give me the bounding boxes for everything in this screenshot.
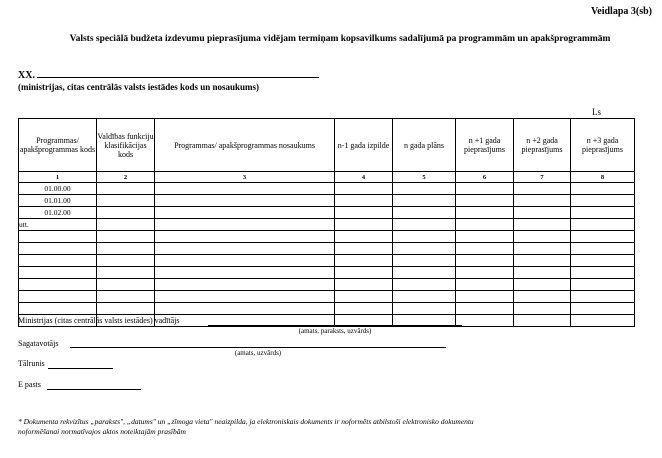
table-cell[interactable] (571, 267, 635, 279)
table-cell[interactable] (97, 243, 155, 255)
table-cell[interactable] (456, 207, 514, 219)
table-cell[interactable] (514, 219, 571, 231)
table-cell[interactable] (393, 231, 456, 243)
table-row (19, 279, 635, 291)
table-row (19, 183, 635, 195)
table-cell[interactable] (97, 183, 155, 195)
table-cell[interactable] (97, 291, 155, 303)
col-number: 2 (97, 172, 155, 183)
table-cell[interactable] (456, 231, 514, 243)
table-cell[interactable] (456, 303, 514, 315)
col-number: 7 (514, 172, 571, 183)
table-cell[interactable] (97, 303, 155, 315)
table-cell[interactable] (393, 255, 456, 267)
table-row (19, 195, 635, 207)
table-cell[interactable] (97, 267, 155, 279)
program-code-cell[interactable]: utt. (19, 219, 97, 231)
col-number: 6 (456, 172, 514, 183)
table-cell[interactable] (456, 183, 514, 195)
table-cell[interactable] (335, 243, 393, 255)
table-cell[interactable] (155, 303, 335, 315)
table-cell[interactable] (335, 255, 393, 267)
table-cell[interactable] (571, 183, 635, 195)
table-cell[interactable] (393, 267, 456, 279)
footnote (18, 417, 638, 437)
ministry-code-prefix: XX. (18, 70, 35, 81)
table-header-row (19, 119, 635, 172)
table-cell[interactable] (571, 231, 635, 243)
table-cell[interactable] (155, 279, 335, 291)
col-number: 5 (393, 172, 456, 183)
table-cell[interactable] (155, 243, 335, 255)
preparer-line[interactable] (70, 347, 446, 348)
col-header-4: n-1 gada izpilde (335, 119, 393, 172)
program-code-cell[interactable] (19, 231, 97, 243)
table-cell[interactable] (155, 195, 335, 207)
col-header-6: n +1 gada pieprasījums (456, 119, 514, 172)
table-row (19, 303, 635, 315)
table-cell[interactable] (514, 207, 571, 219)
table-row (19, 219, 635, 231)
table-cell[interactable] (514, 279, 571, 291)
program-code-cell[interactable]: 01.00.00 (19, 183, 97, 195)
table-cell[interactable] (155, 183, 335, 195)
col-number: 4 (335, 172, 393, 183)
preparer-sub: (amats, uzvārds) (234, 349, 282, 357)
table-cell[interactable] (155, 291, 335, 303)
table-cell[interactable] (393, 195, 456, 207)
column-number-row (19, 172, 635, 183)
phone-label: Tālrunis (18, 359, 45, 368)
table-cell[interactable] (97, 195, 155, 207)
table-cell[interactable] (393, 291, 456, 303)
table-cell[interactable] (456, 255, 514, 267)
head-signature-line[interactable] (208, 325, 462, 326)
table-cell[interactable] (571, 291, 635, 303)
table-cell[interactable] (514, 267, 571, 279)
program-code-cell[interactable] (19, 255, 97, 267)
table-cell[interactable] (456, 315, 514, 327)
table-cell[interactable] (393, 243, 456, 255)
table-cell[interactable] (335, 291, 393, 303)
col-number: 3 (155, 172, 335, 183)
table-cell[interactable] (97, 219, 155, 231)
table-cell[interactable] (514, 195, 571, 207)
table-cell[interactable] (393, 207, 456, 219)
table-row (19, 207, 635, 219)
table-row (19, 243, 635, 255)
table-cell[interactable] (335, 303, 393, 315)
table-cell[interactable] (514, 255, 571, 267)
program-code-cell[interactable]: 01.02.00 (19, 207, 97, 219)
program-code-cell[interactable] (19, 267, 97, 279)
table-cell[interactable] (97, 279, 155, 291)
head-signature-label: Ministrijas (citas centrālās valsts iestādes) vadītājs (18, 316, 180, 325)
table-cell[interactable] (571, 279, 635, 291)
table-cell[interactable] (514, 303, 571, 315)
table-row (19, 291, 635, 303)
program-code-cell[interactable] (19, 303, 97, 315)
table-cell[interactable] (456, 219, 514, 231)
table-cell[interactable] (97, 231, 155, 243)
program-code-cell[interactable]: 01.01.00 (19, 195, 97, 207)
col-header-3: Programmas/ apakšprogrammas nosaukums (155, 119, 335, 172)
table-cell[interactable] (335, 207, 393, 219)
table-cell[interactable] (393, 183, 456, 195)
table-cell[interactable] (335, 219, 393, 231)
table-cell[interactable] (514, 243, 571, 255)
form-id: Veidlapa 3(sb) (590, 6, 652, 17)
email-label: E pasts (18, 380, 41, 389)
col-header-7: n +2 gada pieprasījums (514, 119, 571, 172)
table-cell[interactable] (155, 207, 335, 219)
table-cell[interactable] (97, 255, 155, 267)
col-header-5: n gada plāns (393, 119, 456, 172)
ministry-code-line (37, 68, 319, 78)
budget-table (18, 118, 635, 327)
preparer-label: Sagatavotājs (18, 339, 59, 348)
col-header-1: Programmas/ apakšprogrammas kods (19, 119, 97, 172)
table-cell[interactable] (571, 195, 635, 207)
page-title: Valsts speciālā budžeta izdevumu pieprasījuma vidējam termiņam kopsavilkums sadalījumā pa programmām un apakšprogrammām (69, 34, 611, 44)
table-cell[interactable] (514, 315, 571, 327)
table-cell[interactable] (456, 267, 514, 279)
col-number: 8 (571, 172, 635, 183)
table-cell[interactable] (393, 219, 456, 231)
table-cell[interactable] (514, 231, 571, 243)
footnote-line-2: noformēšanai normatīvajos aktos noteiktajām prasībām (18, 427, 186, 436)
program-code-cell[interactable] (19, 243, 97, 255)
table-cell[interactable] (335, 195, 393, 207)
table-cell[interactable] (571, 207, 635, 219)
table-cell[interactable] (155, 267, 335, 279)
table-cell[interactable] (393, 303, 456, 315)
table-cell[interactable] (97, 207, 155, 219)
phone-line[interactable] (48, 368, 113, 369)
col-header-8: n +3 gada pieprasījums (571, 119, 635, 172)
table-cell[interactable] (456, 195, 514, 207)
currency-label: Ls (592, 107, 601, 117)
table-cell[interactable] (335, 279, 393, 291)
table-cell[interactable] (335, 231, 393, 243)
col-number: 1 (19, 172, 97, 183)
table-cell[interactable] (514, 291, 571, 303)
table-cell[interactable] (393, 279, 456, 291)
table-cell[interactable] (335, 183, 393, 195)
table-cell[interactable] (571, 303, 635, 315)
table-cell[interactable] (155, 219, 335, 231)
head-signature-sub: (amats, paraksts, uzvārds) (298, 327, 372, 335)
table-cell[interactable] (456, 279, 514, 291)
email-line[interactable] (47, 389, 141, 390)
table-cell[interactable] (456, 243, 514, 255)
table-cell[interactable] (571, 243, 635, 255)
table-cell[interactable] (335, 267, 393, 279)
program-code-cell[interactable] (19, 279, 97, 291)
table-cell[interactable] (514, 183, 571, 195)
program-code-cell[interactable] (19, 291, 97, 303)
table-row (19, 255, 635, 267)
table-cell[interactable] (456, 291, 514, 303)
table-cell[interactable] (571, 315, 635, 327)
table-cell[interactable] (571, 255, 635, 267)
ministry-note: (ministrijas, citas centrālās valsts iestādes kods un nosaukums) (18, 82, 260, 92)
table-row (19, 231, 635, 243)
col-header-2: Valdības funkciju klasifikācijas kods (97, 119, 155, 172)
footnote-line-1: * Dokumenta rekvizītus „paraksts", „datums" un „zīmoga vieta" neaizpilda, ja elektroniskais dokuments ir noformēts atbilstoši elektronisko dokumentu (18, 417, 474, 426)
ministry-code-field (18, 68, 319, 81)
table-cell[interactable] (155, 255, 335, 267)
table-row (19, 267, 635, 279)
table-cell[interactable] (571, 219, 635, 231)
table-cell[interactable] (155, 231, 335, 243)
